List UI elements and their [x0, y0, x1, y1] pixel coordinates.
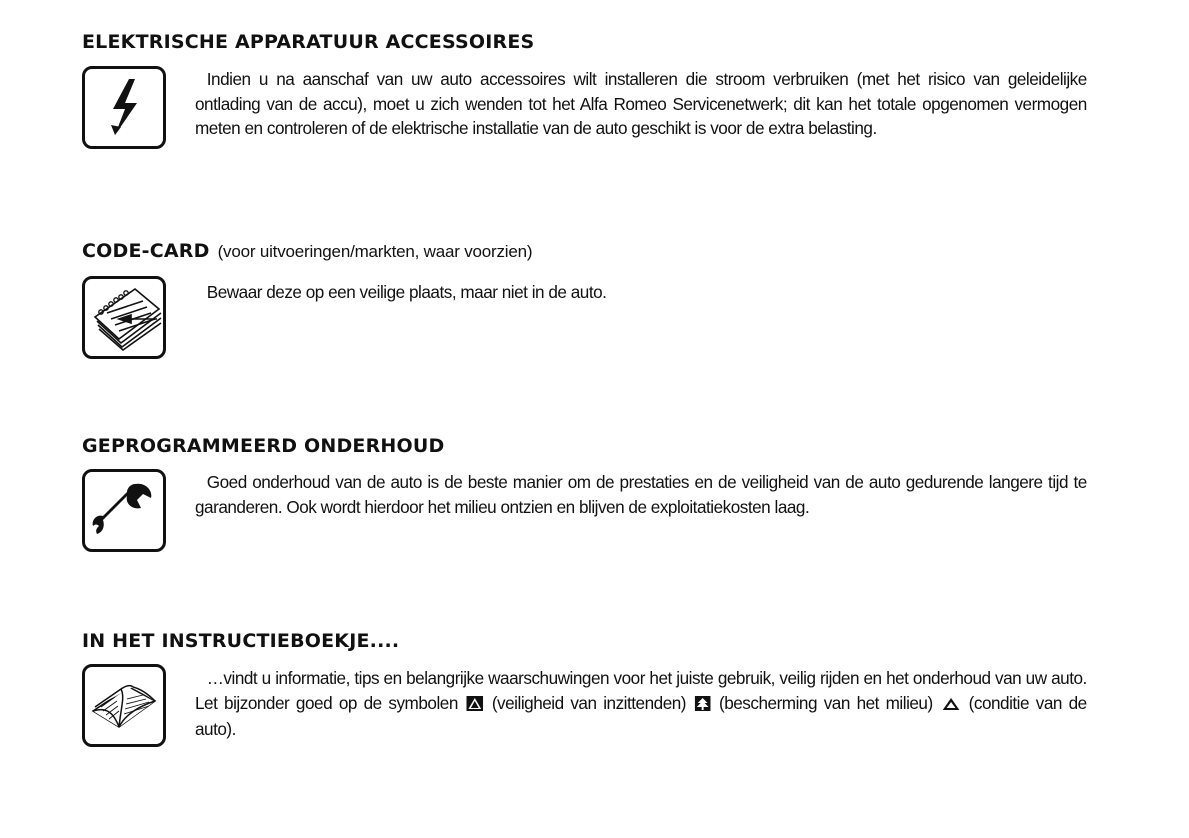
environment-icon	[695, 693, 711, 718]
section-instruction-booklet	[82, 630, 1107, 739]
wrench-icon	[82, 469, 166, 552]
section-electrical-accessories	[82, 31, 1107, 138]
section-body: Goed onderhoud van de auto is de beste manier om de prestaties en de veiligheid van de auto gedurende langere tijd te garanderen. Ook wordt hierdoor het milieu ontzien en blijven de exploitatiekosten laag.	[195, 472, 1087, 517]
section-body: …vindt u informatie, tips en belangrijke waarschuwingen voor het juiste gebruik, veilig rijden en het onderhoud van uw auto. Let bijzonder goed op de symbolen (veiligheid van inzittenden) (bescherming van het milieu) (conditie van de auto).	[195, 668, 1087, 739]
section-body: Indien u na aanschaf van uw auto accessoires wilt installeren die stroom verbruiken (met het risico van geleidelijke ontlading van de accu), moet u zich wenden tot het Alfa Romeo Servicenetwerk; dit kan het totale opgenomen vermogen meten en controleren of de elektrische installatie van de auto geschikt is voor de extra belasting.	[195, 69, 1087, 138]
section-title	[82, 240, 1107, 263]
section-code-card	[82, 240, 1107, 302]
section-subtitle: (voor uitvoeringen/markten, waar voorzien)	[217, 242, 533, 261]
lightning-icon	[82, 66, 166, 149]
warning-occupants-icon	[467, 693, 484, 718]
section-title: IN HET INSTRUCTIEBOEKJE....	[82, 630, 400, 652]
section-scheduled-maintenance	[82, 435, 1107, 517]
section-title: GEPROGRAMMEERD ONDERHOUD	[82, 435, 445, 457]
notepad-icon	[82, 276, 166, 359]
section-title: ELEKTRISCHE APPARATUUR ACCESSOIRES	[82, 31, 535, 53]
section-title-main: CODE-CARD	[82, 240, 210, 262]
book-icon	[82, 664, 166, 747]
car-condition-icon	[941, 693, 960, 718]
section-body: Bewaar deze op een veilige plaats, maar niet in de auto.	[206, 282, 607, 302]
